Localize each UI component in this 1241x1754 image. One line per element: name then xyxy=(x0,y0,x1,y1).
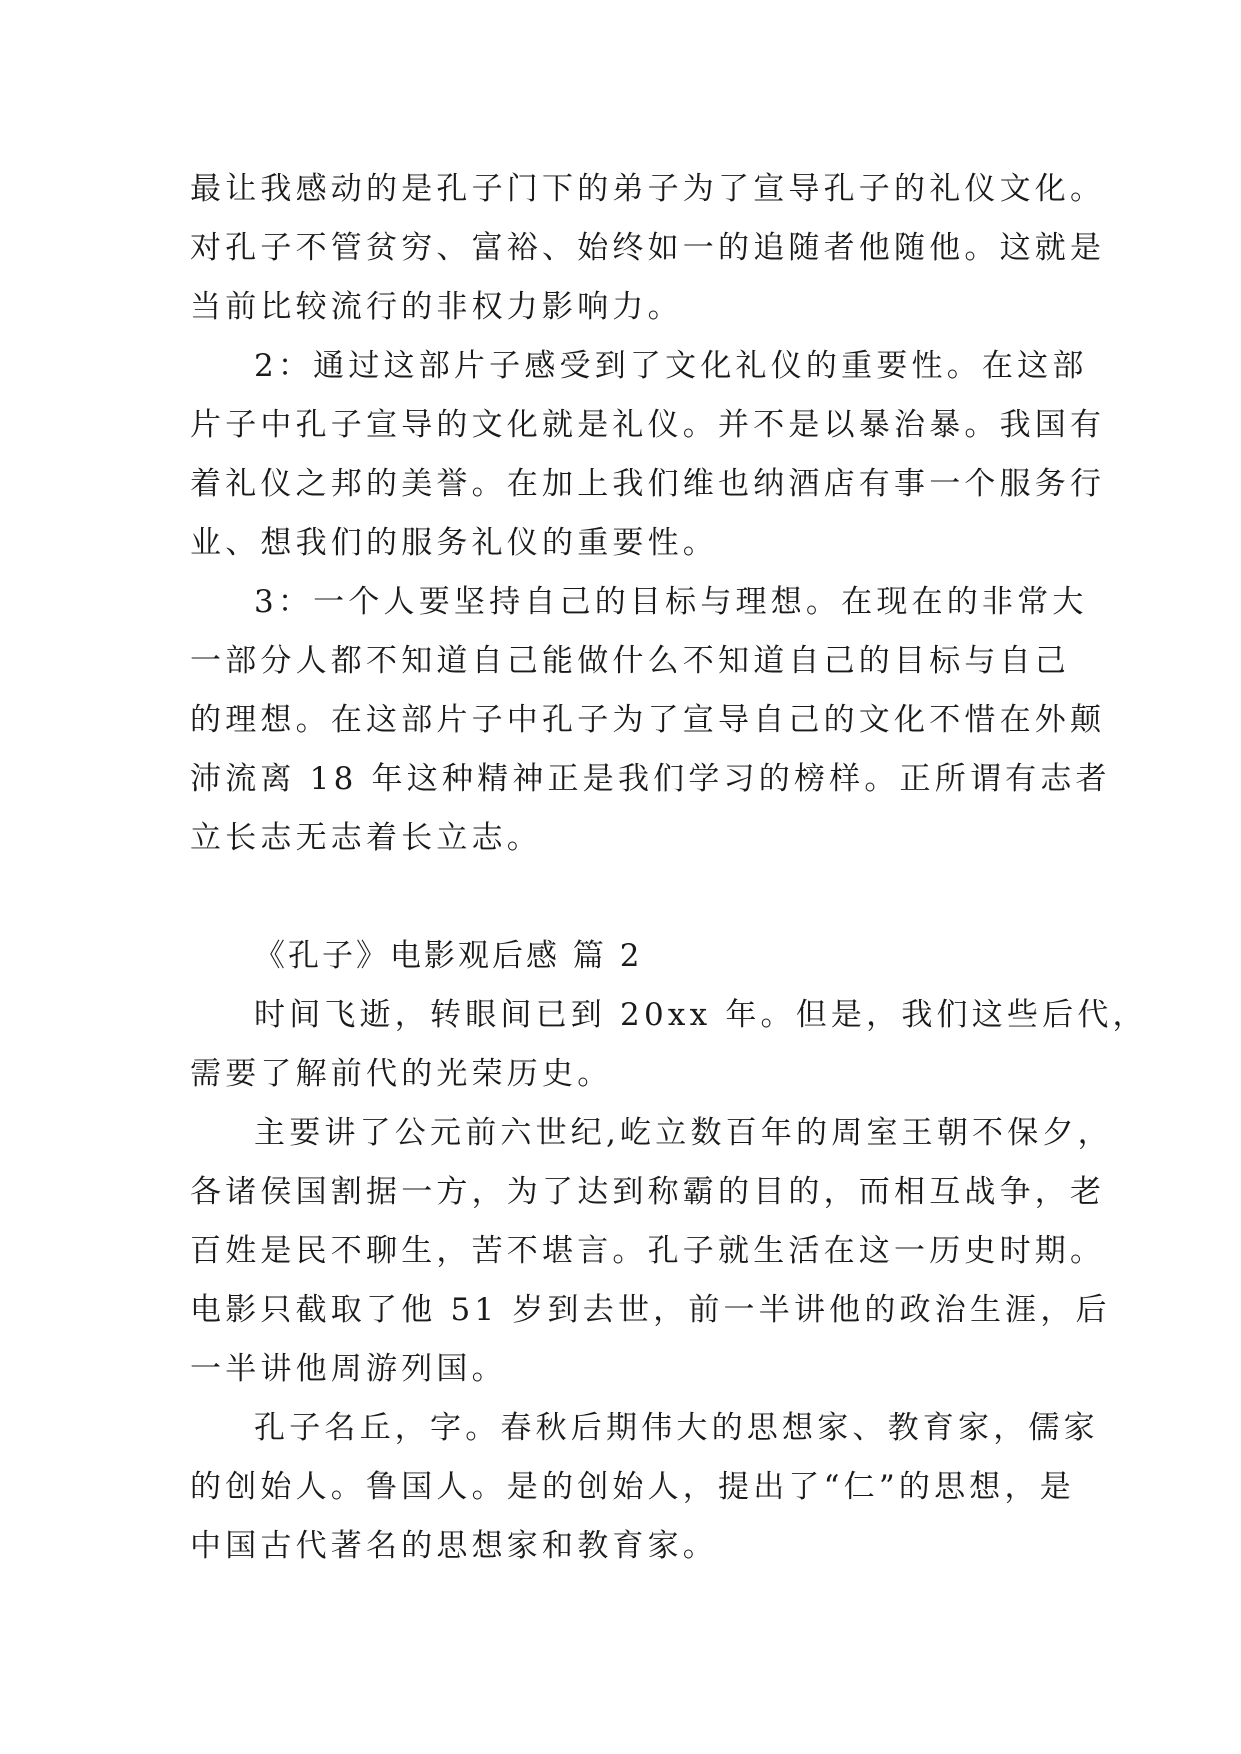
section-title: 《孔子》电影观后感 篇 2 xyxy=(254,938,643,974)
text-line: 一部分人都不知道自己能做什么不知道自己的目标与自己 xyxy=(190,643,1070,679)
text-line: 的理想。在这部片子中孔子为了宣导自己的文化不惜在外颠 xyxy=(190,702,1106,738)
text-line: 最让我感动的是孔子门下的弟子为了宣导孔子的礼仪文化。 xyxy=(190,171,1106,207)
text-line: 片子中孔子宣导的文化就是礼仪。并不是以暴治暴。我国有 xyxy=(190,407,1106,443)
text-line: 对孔子不管贫穷、富裕、始终如一的追随者他随他。这就是 xyxy=(190,230,1106,266)
text-line: 百姓是民不聊生，苦不堪言。孔子就生活在这一历史时期。 xyxy=(190,1233,1106,1269)
text-line: 需要了解前代的光荣历史。 xyxy=(190,1056,613,1092)
text-line: 2：通过这部片子感受到了文化礼仪的重要性。在这部 xyxy=(254,348,1088,384)
text-line: 的创始人。鲁国人。是的创始人，提出了“仁”的思想，是 xyxy=(190,1469,1075,1505)
text-line: 业、想我们的服务礼仪的重要性。 xyxy=(190,525,718,561)
text-line: 电影只截取了他 51 岁到去世，前一半讲他的政治生涯，后 xyxy=(190,1292,1111,1328)
text-line: 着礼仪之邦的美誉。在加上我们维也纳酒店有事一个服务行 xyxy=(190,466,1106,502)
blank-line xyxy=(190,868,1070,927)
text-line: 时间飞逝，转眼间已到 20xx 年。但是，我们这些后代， xyxy=(254,997,1148,1033)
document-body xyxy=(190,160,1148,1576)
text-line: 当前比较流行的非权力影响力。 xyxy=(190,289,683,325)
text-line: 立长志无志着长立志。 xyxy=(190,820,542,856)
text-line: 3：一个人要坚持自己的目标与理想。在现在的非常大 xyxy=(254,584,1088,620)
text-line: 孔子名丘，字。春秋后期伟大的思想家、教育家，儒家 xyxy=(254,1410,1099,1446)
text-line: 各诸侯国割据一方，为了达到称霸的目的，而相互战争，老 xyxy=(190,1174,1106,1210)
text-line: 一半讲他周游列国。 xyxy=(190,1351,507,1387)
text-line: 中国古代著名的思想家和教育家。 xyxy=(190,1528,718,1564)
text-line: 沛流离 18 年这种精神正是我们学习的榜样。正所谓有志者 xyxy=(190,761,1111,797)
text-line: 主要讲了公元前六世纪,屹立数百年的周室王朝不保夕， xyxy=(254,1115,1113,1151)
